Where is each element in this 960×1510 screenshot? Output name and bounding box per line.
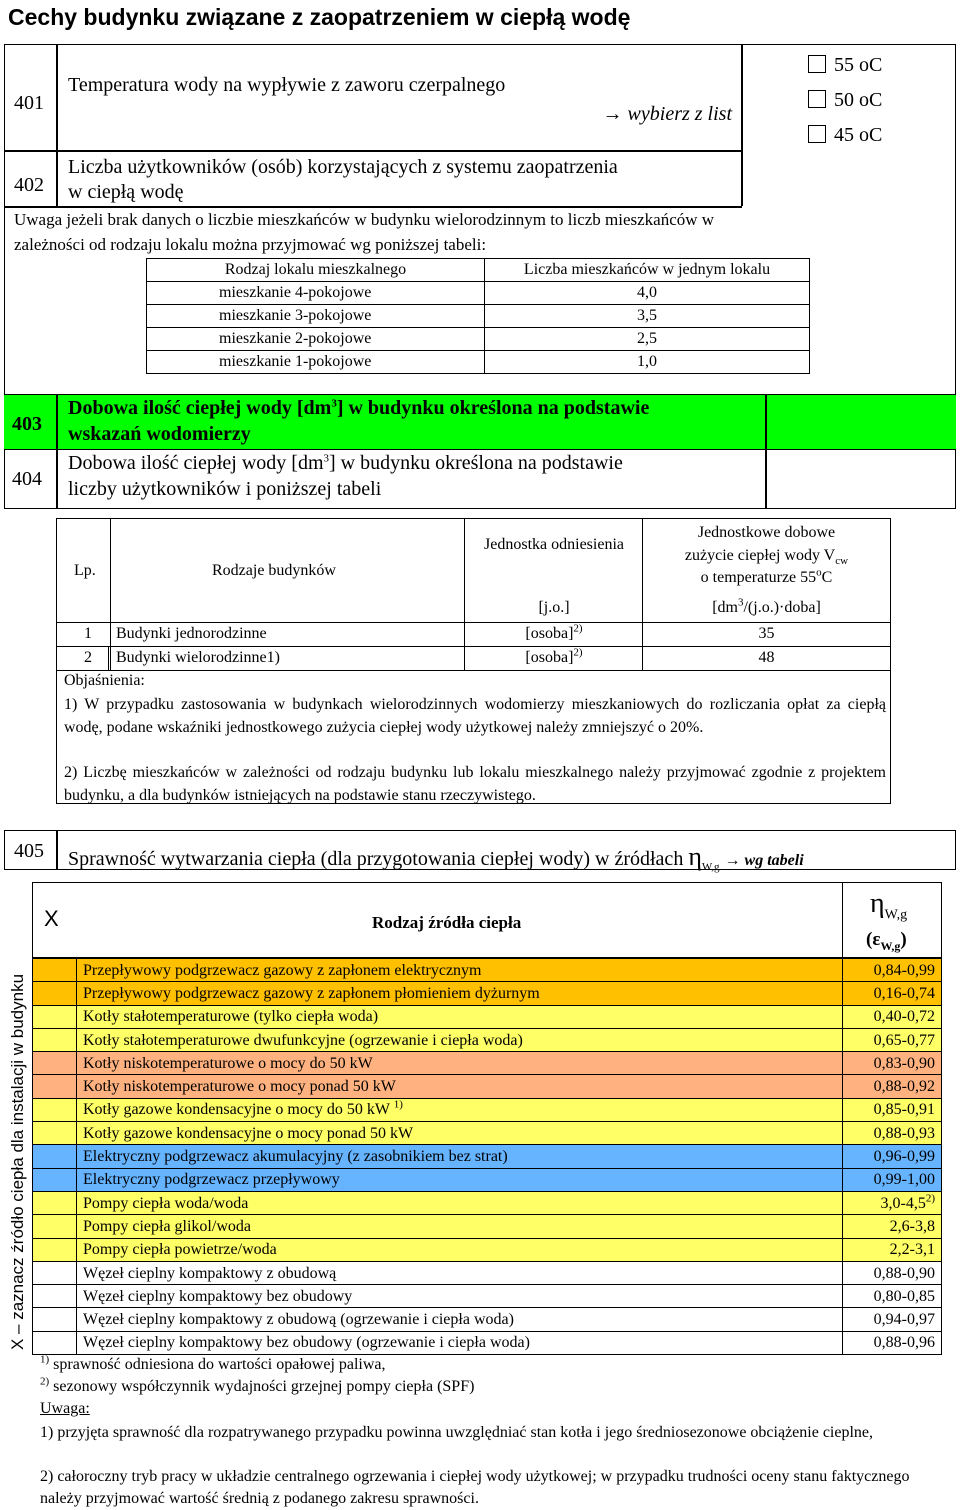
residents-value: 4,0 <box>485 282 810 305</box>
table-row[interactable] <box>33 1122 942 1145</box>
user-count-text-b: ] w budynku określona na podstawie <box>329 452 623 474</box>
source-mark-cell[interactable] <box>33 1308 77 1331</box>
column-header: Rodzaj lokalu mieszkalnego <box>147 259 485 282</box>
user-count-sup: 3 <box>323 452 329 465</box>
source-mark-cell[interactable] <box>33 959 77 982</box>
temp-option-45[interactable] <box>808 124 882 147</box>
efficiency-value <box>843 1145 942 1168</box>
water-meter-text-a: Dobowa ilość ciepłej wody [dm <box>68 397 332 419</box>
note-title: Uwaga: <box>40 1400 90 1417</box>
footnote-2 <box>40 1375 475 1396</box>
source-mark-cell[interactable] <box>33 1261 77 1284</box>
table-row[interactable] <box>33 1331 942 1354</box>
table-row[interactable] <box>33 1191 942 1214</box>
efficiency-value-text: 0,80-0,85 <box>873 1287 935 1305</box>
column-header: Liczba mieszkańców w jednym lokalu <box>485 259 810 282</box>
source-name: Węzeł cieplny kompaktowy bez obudowy <box>77 1285 843 1308</box>
table-row[interactable] <box>33 1285 942 1308</box>
source-name: Przepływowy podgrzewacz gazowy z zapłonem elektrycznym <box>77 959 843 982</box>
row-lp: 1 <box>84 625 92 642</box>
mark-source-instruction: X – zaznacz źródło ciepła dla instalacji w budynku <box>8 973 27 1351</box>
eta-symbol: η <box>688 842 702 871</box>
efficiency-value-text: 0,83-0,90 <box>873 1054 935 1072</box>
efficiency-text: Sprawność wytwarzania ciepła (dla przygotowania ciepłej wody) w źródłach <box>68 848 684 870</box>
efficiency-value-text: 0,88-0,93 <box>873 1124 935 1142</box>
mark-column-header: X <box>44 906 59 931</box>
residents-value: 3,5 <box>485 305 810 328</box>
efficiency-value-text: 2,6-3,8 <box>889 1217 935 1235</box>
table-row[interactable] <box>33 1075 942 1098</box>
efficiency-value <box>843 1122 942 1145</box>
row-number-403: 403 <box>12 413 42 435</box>
table-row[interactable] <box>33 1308 942 1331</box>
footnote-2-mark: 2) <box>40 1375 50 1388</box>
building-unit <box>466 622 642 643</box>
efficiency-value <box>843 1191 942 1214</box>
source-mark-cell[interactable] <box>33 1191 77 1214</box>
source-name: Przepływowy podgrzewacz gazowy z zapłonem płomieniem dyżurnym <box>77 982 843 1005</box>
source-name: Kotły gazowe kondensacyjne o mocy ponad 50 kW <box>77 1122 843 1145</box>
efficiency-value-text: 0,99-1,00 <box>873 1171 935 1189</box>
column-header-type: Rodzaje budynków <box>212 562 336 579</box>
building-usage-value: 35 <box>758 625 775 642</box>
eta-header <box>870 888 908 923</box>
explanation-2: 2) Liczbę mieszkańców w zależności od rodzaju budynku lub lokalu mieszkalnego należy przyjmować zgodnie z projektem budynku, a dla budynków istniejących na podstawie stanu rzeczywistego. <box>64 764 886 804</box>
user-count-text-a: Dobowa ilość ciepłej wody [dm <box>68 452 324 474</box>
table-row[interactable] <box>33 1052 942 1075</box>
heat-source-table <box>32 958 942 1355</box>
table-row[interactable] <box>33 1005 942 1028</box>
source-name <box>77 1098 843 1121</box>
dwelling-type: mieszkanie 1-pokojowe <box>147 351 485 374</box>
table-row[interactable] <box>33 1098 942 1121</box>
column-header-usage: Jednostkowe dobowe <box>697 524 836 541</box>
building-usage-value: 48 <box>758 649 775 666</box>
building-unit <box>466 646 642 667</box>
per-table-link[interactable]: → wg tabeli <box>724 852 804 869</box>
table-row[interactable] <box>33 1028 942 1051</box>
efficiency-value-text: 0,88-0,90 <box>873 1264 935 1282</box>
table-row <box>147 305 810 328</box>
source-mark-cell[interactable] <box>33 1331 77 1354</box>
building-unit-text: [osoba] <box>525 649 574 666</box>
divider <box>765 394 767 509</box>
water-temperature-label: Temperatura wody na wypływie z zaworu czerpalnego <box>68 74 506 96</box>
efficiency-value-text: 0,94-0,97 <box>873 1311 935 1329</box>
users-count-label-cont: w ciepłą wodę <box>68 181 184 203</box>
checkbox-icon[interactable] <box>808 125 826 143</box>
table-row <box>147 351 810 374</box>
source-name: Kotły stałotemperaturowe dwufunkcyjne (ogrzewanie i ciepła woda) <box>77 1028 843 1051</box>
source-name: Węzeł cieplny kompaktowy bez obudowy (ogrzewanie i ciepła woda) <box>77 1331 843 1354</box>
usage-unit-a: [dm <box>712 599 738 616</box>
water-meter-option-label <box>68 397 649 420</box>
column-header-usage-3 <box>642 566 891 587</box>
source-name: Kotły niskotemperaturowe o mocy ponad 50 kW <box>77 1075 843 1098</box>
occupancy-note-cont: zależności od rodzaju lokalu można przyjmować wg poniższej tabeli: <box>14 235 487 254</box>
efficiency-value <box>843 1052 942 1075</box>
column-header-usage-2 <box>642 547 891 568</box>
source-type-header: Rodzaj źródła ciepła <box>372 913 522 932</box>
efficiency-value <box>843 1215 942 1238</box>
efficiency-value-text: 3,0-4,5 <box>880 1194 926 1212</box>
dwelling-type: mieszkanie 2-pokojowe <box>147 328 485 351</box>
water-meter-text-b: ] w budynku określona na podstawie <box>336 397 650 419</box>
eps-sub: W,g <box>880 938 901 953</box>
efficiency-value <box>843 1238 942 1261</box>
efficiency-value <box>843 1075 942 1098</box>
explanation-1: 1) W przypadku zastosowania w budynkach wielorodzinnych wodomierzy mieszkaniowych do rozliczania opłat za ciepłą wodę, podane wskaźniki jednostkowego zużycia ciepłej wody użytkowej należy zmniejszyć o 20%. <box>64 696 886 736</box>
usage-unit-label <box>642 596 891 617</box>
source-mark-cell[interactable] <box>33 1005 77 1028</box>
source-mark-cell[interactable] <box>33 1098 77 1121</box>
page-title: Cechy budynku związane z zaopatrzeniem w ciepłą wodę <box>8 4 631 30</box>
table-row[interactable] <box>33 1215 942 1238</box>
efficiency-value <box>843 1308 942 1331</box>
source-name: Kotły niskotemperaturowe o mocy do 50 kW <box>77 1052 843 1075</box>
table-row[interactable] <box>33 1168 942 1191</box>
efficiency-value <box>843 1285 942 1308</box>
efficiency-sup: 2) <box>925 1192 935 1205</box>
water-meter-option-label-cont: wskazań wodomierzy <box>68 423 251 445</box>
note-1: 1) przyjęta sprawność dla rozpatrywanego przypadku powinna uwzględniać stan kotła i jego średniosezonowe obciążenie cieplne, <box>40 1424 874 1441</box>
efficiency-value <box>843 1331 942 1354</box>
efficiency-value-text: 0,96-0,99 <box>873 1148 935 1166</box>
source-mark-cell[interactable] <box>33 1145 77 1168</box>
dwelling-type: mieszkanie 4-pokojowe <box>147 282 485 305</box>
temp-option-55-label: 55 oC <box>834 54 883 76</box>
row-number-404: 404 <box>12 468 42 490</box>
source-name: Węzeł cieplny kompaktowy z obudową (ogrzewanie i ciepła woda) <box>77 1308 843 1331</box>
note-2: 2) całoroczny tryb pracy w układzie centralnego ogrzewania i ciepłej wody użytkowej; w przypadku trudności oceny stanu faktycznego należy przyjmować wartość średnią z podanego zakresu sprawności. <box>40 1468 910 1507</box>
source-name: Elektryczny podgrzewacz przepływowy <box>77 1168 843 1191</box>
checkbox-icon[interactable] <box>808 55 826 73</box>
source-name: Pompy ciepła powietrze/woda <box>77 1238 843 1261</box>
footnote-2-text: sezonowy współczynnik wydajności grzejnej pompy ciepła (SPF) <box>53 1378 475 1395</box>
eps-close: ) <box>900 929 907 950</box>
row-number-401: 401 <box>14 92 44 114</box>
source-mark-cell[interactable] <box>33 1052 77 1075</box>
source-name-sup: 1) <box>393 1099 403 1112</box>
source-name-text: Pompy ciepła woda/woda <box>83 1194 249 1212</box>
efficiency-label <box>68 842 804 872</box>
usage-temp-unit: C <box>821 569 833 586</box>
occupancy-table <box>146 258 810 374</box>
efficiency-value <box>843 959 942 982</box>
temp-option-50[interactable] <box>808 89 882 112</box>
efficiency-value-text: 0,16-0,74 <box>873 984 935 1002</box>
source-name: Elektryczny podgrzewacz akumulacyjny (z zasobnikiem bez strat) <box>77 1145 843 1168</box>
efficiency-value-text: 0,40-0,72 <box>873 1008 935 1026</box>
residents-value: 2,5 <box>485 328 810 351</box>
efficiency-value-text: 0,84-0,99 <box>873 961 935 979</box>
eta-sub: W,g <box>701 861 720 873</box>
user-count-option-label-cont: liczby użytkowników i poniższej tabeli <box>68 478 382 500</box>
explanations-title: Objaśnienia: <box>64 672 145 689</box>
footnote-1-text: sprawność odniesiona do wartości opałowej paliwa, <box>53 1356 386 1373</box>
efficiency-value <box>843 1168 942 1191</box>
source-mark-cell[interactable] <box>33 1285 77 1308</box>
efficiency-value-text: 0,65-0,77 <box>873 1031 935 1049</box>
table-row[interactable] <box>33 1261 942 1284</box>
source-mark-cell[interactable] <box>33 1028 77 1051</box>
unit-label: [j.o.] <box>538 599 570 616</box>
temp-option-45-label: 45 oC <box>834 124 883 146</box>
efficiency-value <box>843 1261 942 1284</box>
source-mark-cell[interactable] <box>33 1215 77 1238</box>
table-row[interactable] <box>33 959 942 982</box>
table-row[interactable] <box>33 982 942 1005</box>
efficiency-value <box>843 1005 942 1028</box>
table-row <box>147 282 810 305</box>
footnote-1 <box>40 1353 386 1374</box>
divider <box>56 44 58 206</box>
table-row[interactable] <box>33 1238 942 1261</box>
temp-option-50-label: 50 oC <box>834 89 883 111</box>
building-unit-sup: 2) <box>573 622 583 635</box>
source-mark-cell[interactable] <box>33 1168 77 1191</box>
building-type: Budynki wielorodzinne1) <box>116 649 280 666</box>
eta-header-sub: W,g <box>884 907 908 923</box>
source-mark-cell[interactable] <box>33 1075 77 1098</box>
row-number-402: 402 <box>14 174 44 196</box>
table-row <box>147 328 810 351</box>
divider <box>4 150 742 152</box>
divider <box>56 394 58 509</box>
column-header-lp: Lp. <box>74 562 96 579</box>
usage-sub: cw <box>835 555 849 568</box>
divider <box>4 206 742 208</box>
source-name: Kotły stałotemperaturowe (tylko ciepła woda) <box>77 1005 843 1028</box>
eps-open: (ε <box>866 929 881 950</box>
usage-temp-text: o temperaturze 55 <box>700 569 817 586</box>
building-unit-text: [osoba] <box>525 625 574 642</box>
temp-option-55[interactable] <box>808 54 882 77</box>
usage-temp-sup: o <box>816 566 822 579</box>
source-mark-cell[interactable] <box>33 982 77 1005</box>
efficiency-value <box>843 982 942 1005</box>
usage-unit-sup: 3 <box>737 596 744 609</box>
choose-from-list-link[interactable]: → wybierz z list <box>602 103 732 125</box>
source-name: Węzeł cieplny kompaktowy z obudową <box>77 1261 843 1284</box>
usage-unit-b: /(j.o.)·doba] <box>743 599 821 616</box>
source-name-text: Kotły gazowe kondensacyjne o mocy do 50 kW <box>83 1101 390 1119</box>
efficiency-value <box>843 1028 942 1051</box>
efficiency-value-text: 0,85-0,91 <box>873 1101 935 1119</box>
efficiency-value-text: 0,88-0,92 <box>873 1078 935 1096</box>
residents-value: 1,0 <box>485 351 810 374</box>
occupancy-note: Uwaga jeżeli brak danych o liczbie mieszkańców w budynku wielorodzinnym to liczb mieszkańców w <box>14 210 715 229</box>
building-unit-sup: 2) <box>573 646 583 659</box>
source-name: Pompy ciepła glikol/woda <box>77 1215 843 1238</box>
source-mark-cell[interactable] <box>33 1238 77 1261</box>
users-count-label: Liczba użytkowników (osób) korzystających z systemu zaopatrzenia <box>68 156 618 178</box>
source-mark-cell[interactable] <box>33 1122 77 1145</box>
column-header-unit: Jednostka odniesienia <box>484 536 624 553</box>
row-number-405: 405 <box>14 840 44 862</box>
table-header-row <box>147 259 810 282</box>
efficiency-value-text: 2,2-3,1 <box>889 1241 935 1259</box>
checkbox-icon[interactable] <box>808 90 826 108</box>
eps-header <box>866 929 907 951</box>
table-row[interactable] <box>33 1145 942 1168</box>
dwelling-type: mieszkanie 3-pokojowe <box>147 305 485 328</box>
footnote-1-mark: 1) <box>40 1353 50 1366</box>
eta-header-symbol: η <box>870 888 885 919</box>
source-name <box>77 1191 843 1214</box>
usage-text: zużycie ciepłej wody V <box>684 547 836 564</box>
water-meter-sup: 3 <box>331 397 337 410</box>
divider <box>741 44 743 206</box>
user-count-option-label <box>68 452 623 475</box>
row-lp: 2 <box>84 649 92 666</box>
efficiency-value <box>843 1098 942 1121</box>
efficiency-value-text: 0,88-0,96 <box>873 1334 935 1352</box>
building-type: Budynki jednorodzinne <box>116 625 267 642</box>
